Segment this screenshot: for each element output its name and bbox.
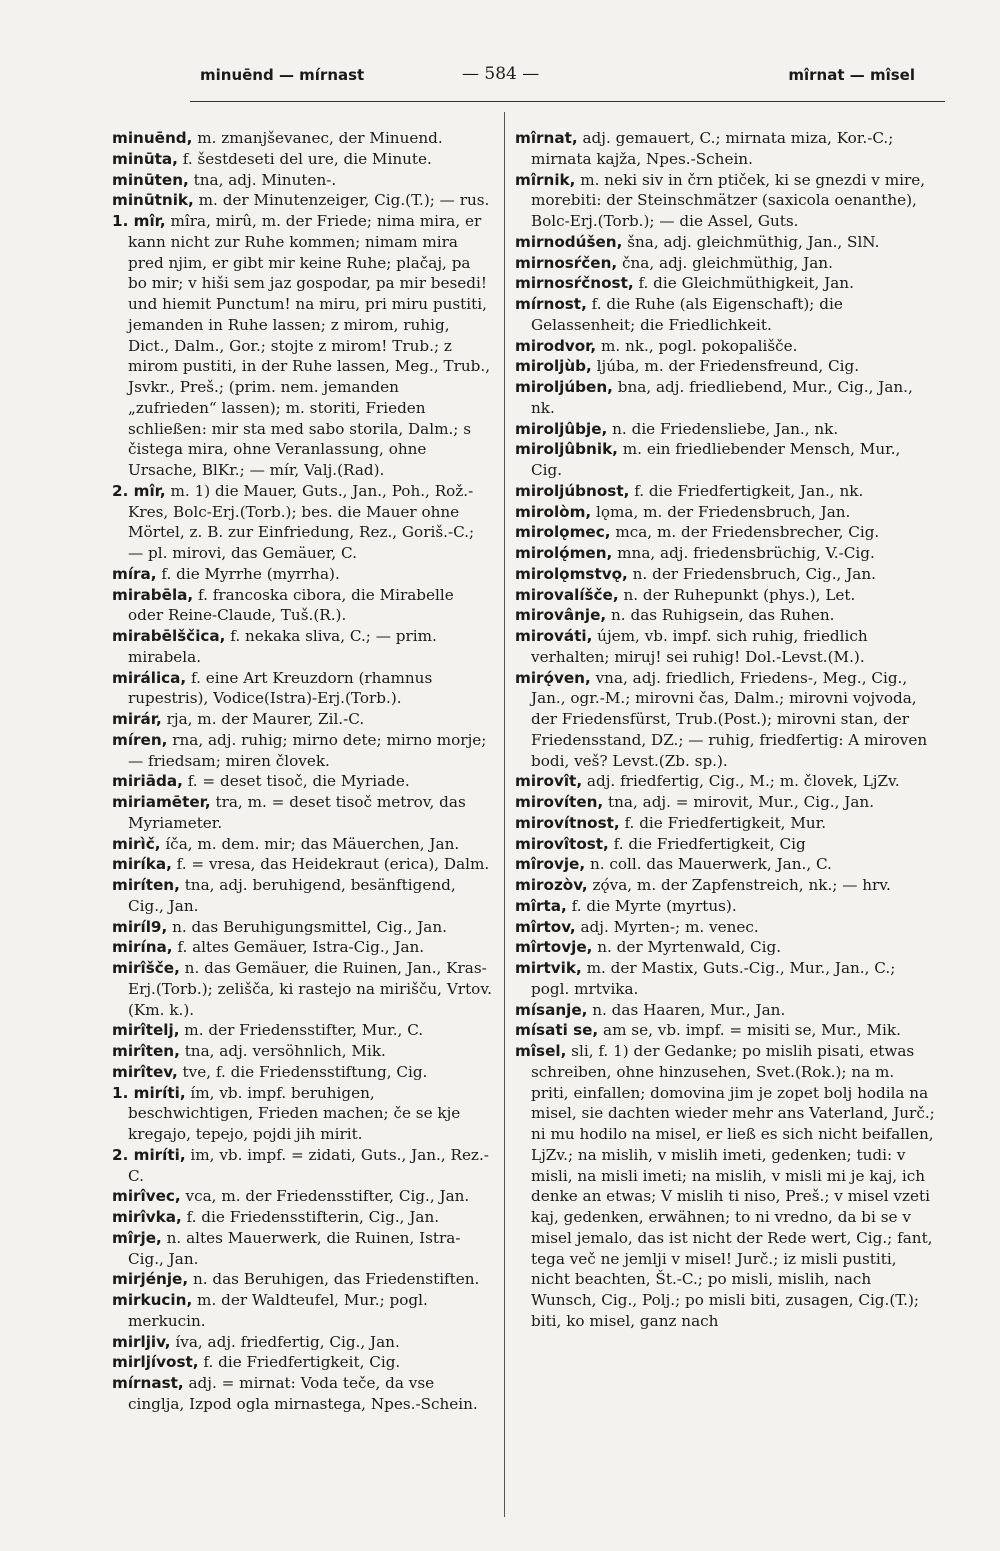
page-header (190, 62, 935, 98)
entry-definition: f. die Gleichmüthigkeit, Jan. (633, 274, 854, 293)
entry-definition: rna, adj. ruhig; mirno dete; mirno morje; — friedsam; miren človek. (128, 730, 487, 770)
entry-definition: vna, adj. friedlich, Friedens-, Meg., Cig., Jan., ogr.-M.; mirovni čas, Dalm.; mirovni vojvoda, der Friedensfürst, Trub.(Post.); mirovni stan, der Friedensstand, DZ.; — ruhig, friedfertig: A miroven bodi, veš? Levst.(Zb. sp.). (531, 668, 928, 770)
dictionary-entry (112, 190, 492, 211)
dictionary-entry (515, 668, 935, 772)
entry-definition: f. die Friedfertigkeit, Cig (608, 834, 806, 853)
entry-headword: mîrnat, (515, 129, 578, 147)
entry-headword: mirìč, (112, 834, 161, 853)
entry-definition: ím, vb. impf. beruhigen, beschwichtigen, Frieden machen; če se kje kregajo, tepejo, pojdi jih mirit. (128, 1083, 461, 1143)
entry-headword: mirtvik, (515, 959, 582, 977)
entry-definition: mna, adj. friedensbrüchig, V.-Cig. (612, 544, 875, 562)
entry-headword: mirovîtost, (515, 834, 609, 853)
entry-headword: mirîvec, (112, 1187, 181, 1206)
dictionary-entry (112, 771, 492, 792)
entry-headword: mirîšče, (112, 959, 180, 977)
entry-headword: mirnodúšen, (515, 232, 623, 251)
dictionary-entry (515, 439, 935, 481)
entry-headword: mírnast, (112, 1374, 184, 1392)
entry-headword: míren, (112, 730, 168, 749)
dictionary-entry (515, 419, 935, 440)
dictionary-entry (112, 481, 492, 564)
dictionary-entry (112, 1207, 492, 1228)
dictionary-entry (515, 522, 935, 543)
entry-definition: n. das Ruhigsein, das Ruhen. (606, 606, 835, 625)
dictionary-entry (112, 1373, 492, 1415)
entry-headword: mirljiv, (112, 1332, 171, 1351)
dictionary-entry (515, 253, 935, 274)
entry-headword: mirolǫmec, (515, 523, 611, 542)
entry-definition: m. neki siv in črn ptiček, ki se gnezdi v mire, morebiti: der Steinschmätzer (saxicola oenanthe), Bolc-Erj.(Torb.); — die Assel, Guts. (531, 170, 926, 230)
dictionary-entry (515, 834, 935, 855)
entry-headword: miríka, (112, 855, 172, 874)
dictionary-entry (112, 1186, 492, 1207)
entry-headword: mirjénje, (112, 1270, 189, 1289)
right-column (515, 128, 935, 1528)
entry-headword: mirljívost, (112, 1353, 199, 1372)
dictionary-entry (515, 792, 935, 813)
dictionary-entry (112, 1352, 492, 1373)
entry-headword: 2. mîr, (112, 481, 166, 500)
entry-headword: mîrnik, (515, 170, 576, 189)
dictionary-entry (515, 481, 935, 502)
entry-headword: miroljûbje, (515, 419, 608, 438)
entry-headword: mîrtovje, (515, 938, 593, 957)
entry-definition: n. altes Mauerwerk, die Ruinen, Istra-Cig., Jan. (128, 1228, 461, 1268)
entry-definition: f. šestdeseti del ure, die Minute. (177, 149, 432, 168)
entry-definition: m. der Waldteufel, Mur.; pogl. merkucin. (128, 1291, 428, 1330)
entry-headword: 1. miríti, (112, 1083, 186, 1102)
dictionary-entry (112, 1332, 492, 1353)
dictionary-entry (515, 605, 935, 626)
entry-headword: mírnost, (515, 295, 587, 313)
entry-definition: tra, m. = deset tisoč metrov, das Myriameter. (128, 793, 466, 832)
entry-headword: miríl9, (112, 917, 168, 936)
dictionary-entry (112, 668, 492, 710)
dictionary-entry (112, 1290, 492, 1332)
entry-definition: mîra, mirû, m. der Friede; nima mira, er kann nicht zur Ruhe kommen; nimam mira pred njim, er gibt mir keine Ruhe; plačaj, pa bo mir; v hiši sem jaz gospodar, pa mir besedi! und hiemit Punctum! na miru, pri miru pustiti, jemanden in Ruhe lassen; z mirom, ruhig, Dict., Dalm., Gor.; stojte z mirom! Trub.; z mirom pustiti, in der Ruhe lassen, Meg., Trub., Jsvkr., Preš.; (prim. nem. jemanden „zufrieden“ lassen); m. storiti, Frieden schließen: mir sta med sabo storila, Dalm.; s čistega mira, ohne Veranlassung, ohne Ursache, BlKr.; — mír, Valj.(Rad). (128, 212, 491, 479)
dictionary-entry (515, 1020, 935, 1041)
dictionary-entry (112, 875, 492, 917)
entry-definition: tna, adj. beruhigend, besänftigend, Cig., Jan. (128, 876, 456, 915)
dictionary-entry (112, 1020, 492, 1041)
entry-headword: 2. miríti, (112, 1145, 186, 1164)
entry-definition: rja, m. der Maurer, Zil.-C. (161, 710, 365, 728)
entry-definition: n. coll. das Mauerwerk, Jan., C. (585, 855, 832, 874)
left-column (112, 128, 492, 1528)
dictionary-entry (112, 854, 492, 875)
entry-definition: adj. friedfertig, Cig., M.; m. človek, LjZv. (582, 772, 900, 791)
entry-definition: f. die Myrte (myrtus). (566, 896, 737, 915)
entry-definition: n. das Haaren, Mur., Jan. (587, 1000, 786, 1019)
dictionary-entry (515, 564, 935, 585)
entry-headword: mirîtelj, (112, 1021, 180, 1040)
entry-headword: miroljûbnik, (515, 440, 618, 459)
dictionary-entry (515, 356, 935, 377)
entry-definition: adj. Myrten-; m. venec. (575, 917, 759, 936)
entry-headword: mísati se, (515, 1021, 599, 1040)
entry-headword: mirolǫ́men, (515, 544, 613, 562)
dictionary-entry (112, 917, 492, 938)
entry-definition: n. der Friedensbruch, Cig., Jan. (627, 564, 876, 583)
entry-headword: mirkucin, (112, 1291, 193, 1309)
entry-headword: mirovalíšče, (515, 585, 619, 604)
entry-headword: mirovît, (515, 772, 583, 791)
entry-headword: mirovânje, (515, 606, 607, 625)
entry-definition: čna, adj. gleichmüthig, Jan. (617, 253, 833, 272)
entry-headword: mirnosŕčen, (515, 253, 618, 272)
entry-headword: mîrje, (112, 1228, 162, 1247)
entry-headword: minūten, (112, 170, 189, 189)
entry-headword: mirabēlščica, (112, 627, 226, 645)
entry-definition: f. die Myrrhe (myrrha). (156, 564, 340, 583)
dictionary-entry (515, 813, 935, 834)
entry-headword: miriāda, (112, 772, 183, 791)
dictionary-entry (112, 585, 492, 627)
entry-headword: mirîtev, (112, 1062, 178, 1081)
dictionary-entry (112, 626, 492, 668)
entry-definition: f. nekaka sliva, C.; — prim. mirabela. (128, 627, 437, 666)
header-left-guideword: minuēnd — mírnast (200, 66, 365, 84)
entry-headword: mirováti, (515, 627, 593, 645)
entry-definition: m. der Minutenzeiger, Cig.(T.); — rus. (193, 191, 490, 210)
dictionary-entry (112, 1228, 492, 1270)
entry-definition: bna, adj. friedliebend, Mur., Cig., Jan., nk. (531, 378, 913, 417)
dictionary-entry (515, 958, 935, 1000)
entry-definition: ljúba, m. der Friedensfreund, Cig. (591, 357, 860, 376)
entry-headword: mirár, (112, 710, 162, 728)
entry-definition: im, vb. impf. = zidati, Guts., Jan., Rez.-C. (128, 1145, 489, 1185)
entry-definition: m. der Mastix, Guts.-Cig., Mur., Jan., C.; pogl. mrtvika. (531, 959, 896, 998)
dictionary-entry (515, 1041, 935, 1332)
entry-headword: mirovítnost, (515, 813, 620, 832)
entry-headword: miríten, (112, 876, 180, 894)
entry-definition: mca, m. der Friedensbrecher, Cig. (610, 523, 880, 542)
entry-definition: újem, vb. impf. sich ruhig, friedlich verhalten; miruj! sei ruhig! Dol.-Levst.(M.). (531, 627, 868, 666)
entry-definition: f. die Friedensstifterin, Cig., Jan. (181, 1208, 440, 1226)
entry-headword: miroljúbnost, (515, 481, 630, 500)
entry-headword: mirodvor, (515, 336, 597, 355)
entry-definition: f. eine Art Kreuzdorn (rhamnus rupestris), Vodice(Istra)-Erj.(Torb.). (128, 668, 433, 708)
entry-definition: f. die Friedfertigkeit, Jan., nk. (629, 481, 864, 500)
entry-definition: n. die Friedensliebe, Jan., nk. (607, 419, 839, 438)
entry-definition: am se, vb. impf. = misiti se, Mur., Mik. (598, 1021, 901, 1040)
entry-headword: mirîvka, (112, 1208, 182, 1226)
entry-headword: minūtnik, (112, 191, 194, 210)
dictionary-entry (112, 1145, 492, 1187)
entry-definition: m. ein friedliebender Mensch, Mur., Cig. (531, 440, 901, 479)
dictionary-entry (515, 917, 935, 938)
dictionary-entry (515, 128, 935, 170)
dictionary-entry (515, 170, 935, 232)
entry-headword: mîrovje, (515, 855, 586, 874)
dictionary-entry (515, 377, 935, 419)
entry-definition: vca, m. der Friedensstifter, Cig., Jan. (180, 1187, 470, 1206)
entry-headword: miroljùb, (515, 357, 592, 376)
entry-definition: m. nk., pogl. pokopališče. (596, 336, 798, 355)
dictionary-entry (515, 854, 935, 875)
entry-definition: tna, adj. = mirovit, Mur., Cig., Jan. (603, 793, 875, 811)
entry-headword: mirnosŕčnost, (515, 274, 634, 293)
entry-definition: m. 1) die Mauer, Guts., Jan., Poh., Rož.-Kres, Bolc-Erj.(Torb.); bes. die Mauer ohne Mörtel, z. B. zur Einfriedung, Rez., Goriš.-C.; — pl. mirovi, das Gemäuer, C. (128, 481, 475, 562)
dictionary-entry (515, 1000, 935, 1021)
header-right-guideword: mîrnat — mîsel (788, 66, 915, 84)
entry-headword: mîrta, (515, 896, 567, 915)
entry-headword: minuēnd, (112, 129, 193, 147)
dictionary-entry (515, 896, 935, 917)
entry-definition: m. zmanjševanec, der Minuend. (192, 129, 443, 147)
entry-definition: f. die Ruhe (als Eigenschaft); die Gelassenheit; die Friedlichkeit. (531, 295, 843, 334)
entry-headword: mîrtov, (515, 917, 576, 936)
entry-headword: mirabēla, (112, 585, 194, 604)
entry-definition: f. die Friedfertigkeit, Cig. (198, 1353, 401, 1372)
entry-definition: íča, m. dem. mir; das Mäuerchen, Jan. (160, 834, 460, 853)
dictionary-entry (515, 585, 935, 606)
entry-definition: adj. = mirnat: Voda teče, da vse cinglja, Izpod ogla mirnastega, Npes.-Schein. (128, 1374, 478, 1413)
entry-definition: tna, adj. versöhnlich, Mik. (179, 1042, 386, 1060)
dictionary-entry (515, 937, 935, 958)
entry-headword: mirolǫmstvǫ, (515, 564, 628, 583)
dictionary-entry (515, 232, 935, 253)
entry-headword: miroljúben, (515, 378, 613, 396)
dictionary-entry (112, 792, 492, 834)
entry-definition: lǫma, m. der Friedensbruch, Jan. (591, 502, 851, 521)
dictionary-entry (515, 336, 935, 357)
dictionary-entry (112, 1062, 492, 1083)
entry-headword: mirîten, (112, 1042, 180, 1060)
entry-headword: mísanje, (515, 1000, 588, 1019)
entry-definition: f. francoska cibora, die Mirabelle oder Reine-Claude, Tuš.(R.). (128, 585, 454, 625)
entry-definition: sli, f. 1) der Gedanke; po mislih pisati, etwas schreiben, ohne hinzusehen, Svet.(Rok.); na m. priti, einfallen; domovina jim je zopet bolj hodila na misel, sie dachten wieder mehr ans Vaterland, Jurč.; ni mu hodilo na misel, er ließ es sich nicht beifallen, LjZv.; na mislih, v mislih imeti, gedenken; tudi: v misli, na misli imeti; na mislih, v misli mi je kaj, ich denke an etwas; V mislih ti niso, Preš.; v misel vzeti kaj, gedenken, erwähnen; to ni vredno, da bi se v misel jemalo, das ist nicht der Rede wert, Cig.; fant, tega več ne jemlji v misel! Jurč.; iz misli pustiti, nicht beachten, Št.-C.; po misli, mislih, nach Wunsch, Cig., Polj.; po misli biti, zusagen, Cig.(T.); biti, ko misel, ganz nach (531, 1042, 935, 1330)
entry-headword: minūta, (112, 149, 178, 168)
column-divider (504, 112, 505, 1517)
entry-headword: mirǫ́ven, (515, 668, 591, 687)
entry-definition: íva, adj. friedfertig, Cig., Jan. (170, 1332, 400, 1351)
dictionary-entry (515, 875, 935, 896)
dictionary-entry (112, 1083, 492, 1145)
page-number: — 584 — (462, 64, 540, 84)
dictionary-entry (515, 543, 935, 564)
dictionary-entry (112, 211, 492, 481)
dictionary-entry (112, 937, 492, 958)
dictionary-entry (112, 128, 492, 149)
entry-definition: šna, adj. gleichmüthig, Jan., SlN. (622, 232, 880, 251)
entry-headword: mirína, (112, 938, 173, 957)
dictionary-entry (515, 771, 935, 792)
dictionary-entry (515, 626, 935, 668)
entry-definition: zǫ́va, m. der Zapfenstreich, nk.; — hrv. (587, 876, 891, 894)
dictionary-entry (112, 958, 492, 1020)
entry-headword: míra, (112, 564, 157, 583)
entry-definition: f. die Friedfertigkeit, Mur. (619, 813, 827, 832)
entry-headword: 1. mîr, (112, 212, 166, 230)
entry-headword: mirovíten, (515, 793, 604, 811)
entry-definition: f. = deset tisoč, die Myriade. (182, 772, 410, 791)
entry-headword: mirálica, (112, 668, 187, 687)
dictionary-entry (515, 273, 935, 294)
entry-headword: mirolòm, (515, 502, 592, 521)
entry-definition: n. das Beruhigungsmittel, Cig., Jan. (167, 917, 447, 936)
dictionary-entry (112, 834, 492, 855)
entry-definition: m. der Friedensstifter, Mur., C. (179, 1021, 424, 1040)
entry-definition: tna, adj. Minuten-. (188, 170, 337, 189)
entry-headword: mîsel, (515, 1042, 567, 1060)
entry-definition: n. das Gemäuer, die Ruinen, Jan., Kras-Erj.(Torb.); zelišča, ki rastejo na mirišču, Vrtov.(Km. k.). (128, 959, 492, 1019)
entry-definition: n. der Myrtenwald, Cig. (592, 938, 782, 957)
entry-headword: mirozòv, (515, 876, 588, 894)
dictionary-entry (515, 294, 935, 336)
dictionary-entry (112, 1269, 492, 1290)
entry-definition: n. der Ruhepunkt (phys.), Let. (618, 585, 856, 604)
entry-definition: tve, f. die Friedensstiftung, Cig. (177, 1062, 428, 1081)
entry-definition: f. = vresa, das Heidekraut (erica), Dalm. (171, 855, 490, 874)
dictionary-entry (112, 709, 492, 730)
dictionary-entry (112, 149, 492, 170)
dictionary-entry (112, 1041, 492, 1062)
dictionary-entry (112, 170, 492, 191)
entry-headword: miriamēter, (112, 793, 211, 811)
entry-definition: f. altes Gemäuer, Istra-Cig., Jan. (172, 938, 425, 957)
dictionary-entry (515, 502, 935, 523)
dictionary-entry (112, 730, 492, 772)
dictionary-entry (112, 564, 492, 585)
entry-definition: n. das Beruhigen, das Friedenstiften. (188, 1270, 480, 1289)
entry-definition: adj. gemauert, C.; mirnata miza, Kor.-C.; mirnata kajža, Npes.-Schein. (531, 129, 894, 168)
header-rule (190, 101, 945, 102)
